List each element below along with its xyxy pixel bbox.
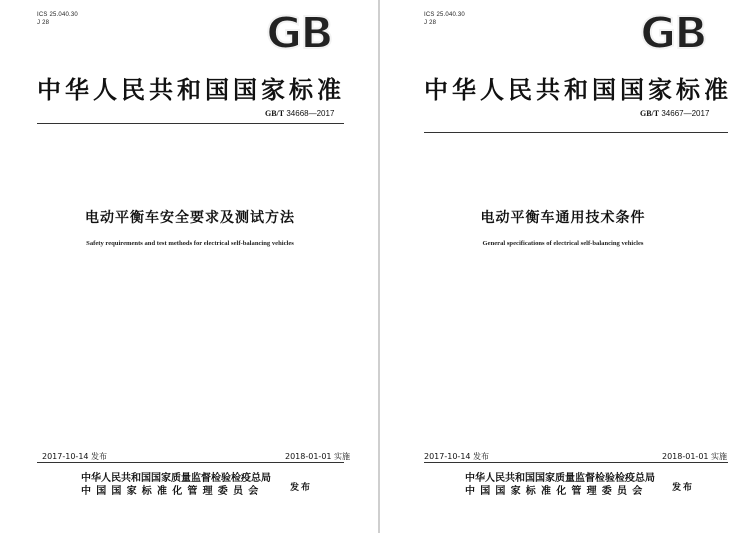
issuer-aqsiq: 中华人民共和国国家质量监督检验检疫总局 bbox=[81, 473, 271, 484]
issuer-aqsiq: 中华人民共和国国家质量监督检验检疫总局 bbox=[465, 473, 655, 484]
gb-logo-icon bbox=[257, 8, 341, 54]
title-english: General specifications of electrical self-balancing vehicles bbox=[482, 240, 644, 247]
issue-date: 2017-10-14 发布 bbox=[424, 452, 490, 461]
classification-codes bbox=[37, 11, 78, 27]
standard-number bbox=[640, 109, 709, 118]
ccs-code: J 28 bbox=[424, 20, 437, 26]
standard-code: 34668—2017 bbox=[286, 109, 335, 118]
standard-cover-right bbox=[380, 0, 746, 533]
ics-code: ICS 25.040.30 bbox=[37, 12, 78, 18]
gb-logo-icon bbox=[631, 8, 715, 54]
gb-logo-text: GB bbox=[266, 8, 332, 54]
issue-date: 2017-10-14 发布 bbox=[42, 452, 108, 461]
ccs-code: J 28 bbox=[37, 20, 50, 26]
title-chinese: 电动平衡车安全要求及测试方法 bbox=[85, 210, 295, 226]
standard-number bbox=[265, 109, 334, 118]
footer-rule bbox=[37, 462, 344, 463]
publish-label: 发布 bbox=[290, 483, 313, 493]
country-standard-heading: 中华人民共和国国家标准 bbox=[37, 75, 345, 104]
standard-prefix: GB/T bbox=[640, 109, 660, 118]
implementation-date: 2018-01-01 实施 bbox=[662, 452, 728, 461]
issuer-sac: 中国国家标准化管理委员会 bbox=[81, 486, 264, 497]
issuing-bodies bbox=[81, 472, 271, 498]
footer-rule bbox=[424, 462, 728, 463]
implementation-date: 2018-01-01 实施 bbox=[285, 452, 351, 461]
publish-label: 发布 bbox=[672, 483, 695, 493]
ics-code: ICS 25.040.30 bbox=[424, 12, 465, 18]
standard-prefix: GB/T bbox=[265, 109, 285, 118]
issuing-bodies bbox=[465, 472, 655, 498]
standard-code: 34667—2017 bbox=[661, 109, 710, 118]
title-english: Safety requirements and test methods for electrical self-balancing vehicles bbox=[86, 240, 294, 247]
country-standard-heading: 中华人民共和国国家标准 bbox=[424, 75, 732, 104]
gb-logo-text: GB bbox=[640, 8, 706, 54]
issuer-sac: 中国国家标准化管理委员会 bbox=[465, 486, 648, 497]
title-chinese: 电动平衡车通用技术条件 bbox=[480, 210, 646, 226]
header-rule bbox=[424, 132, 728, 133]
header-rule bbox=[37, 123, 344, 124]
classification-codes bbox=[424, 11, 465, 27]
